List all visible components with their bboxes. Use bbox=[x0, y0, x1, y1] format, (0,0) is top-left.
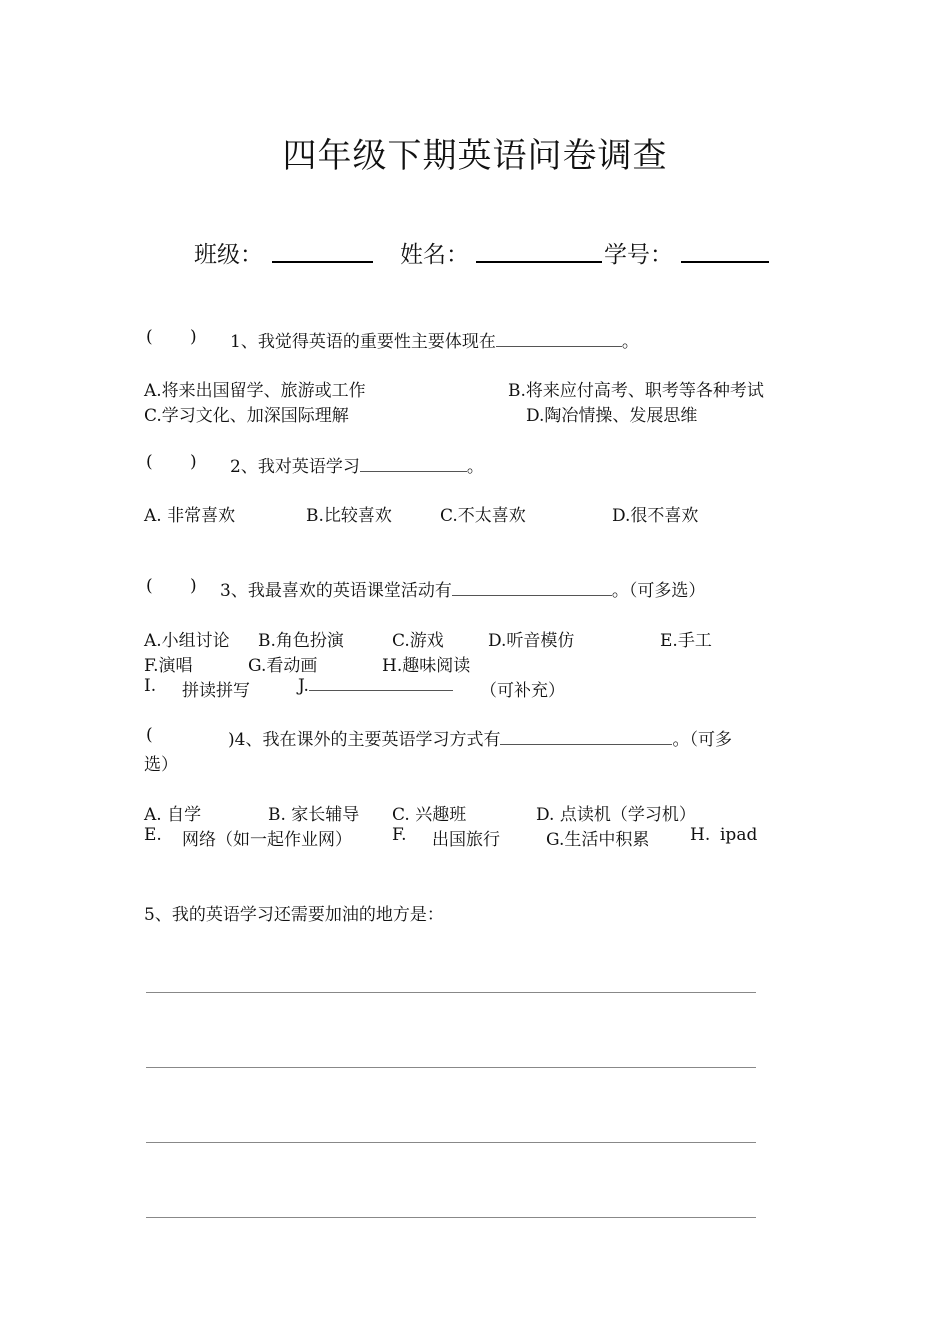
q4-option-g: G.生活中积累 bbox=[546, 830, 650, 850]
q3-option-d: D.听音模仿 bbox=[488, 631, 575, 651]
answer-line-3[interactable] bbox=[146, 1142, 756, 1143]
number-label: 学号： bbox=[604, 242, 673, 268]
class-blank[interactable] bbox=[272, 261, 373, 263]
q3-option-j-letter: J. bbox=[298, 676, 309, 696]
number-blank[interactable] bbox=[681, 261, 769, 263]
page-title: 四年级下期英语问卷调查 bbox=[282, 136, 668, 176]
q3-option-i-text: 拼读拼写 bbox=[182, 681, 250, 701]
q2-paren-open: ( bbox=[146, 452, 153, 472]
q4-option-e-letter: E. bbox=[144, 825, 162, 845]
q3-supplement-blank[interactable] bbox=[309, 689, 453, 691]
q3-option-c: C.游戏 bbox=[392, 631, 444, 651]
q2-option-c: C.不太喜欢 bbox=[440, 506, 526, 526]
q1-end: 。 bbox=[621, 332, 639, 352]
q4-end-continued: 选） bbox=[144, 755, 178, 775]
q3-answer-blank[interactable] bbox=[452, 594, 612, 596]
q2-option-b: B.比较喜欢 bbox=[306, 506, 392, 526]
q5-stem: 5、我的英语学习还需要加油的地方是： bbox=[144, 905, 444, 925]
q3-paren-open: ( bbox=[146, 576, 153, 596]
name-label: 姓名： bbox=[400, 242, 469, 268]
answer-line-2[interactable] bbox=[146, 1067, 756, 1068]
q3-option-e: E.手工 bbox=[660, 631, 712, 651]
q4-option-b: B. 家长辅导 bbox=[268, 805, 360, 825]
q3-stem bbox=[220, 576, 705, 601]
q1-answer-blank[interactable] bbox=[496, 345, 622, 347]
q4-answer-blank[interactable] bbox=[500, 743, 672, 745]
q3-option-a: A.小组讨论 bbox=[144, 631, 230, 651]
q1-paren-open: ( bbox=[146, 327, 153, 347]
q4-option-c: C. 兴趣班 bbox=[392, 805, 467, 825]
q4-stem bbox=[228, 725, 732, 750]
q2-stem bbox=[230, 452, 484, 477]
q3-paren-close: ) bbox=[190, 576, 197, 596]
q1-stem-text: 1、我觉得英语的重要性主要体现在 bbox=[230, 332, 496, 352]
q3-option-b: B.角色扮演 bbox=[258, 631, 344, 651]
q3-option-f: F.演唱 bbox=[144, 656, 193, 676]
q4-option-a: A. 自学 bbox=[144, 805, 202, 825]
q3-stem-text: 3、我最喜欢的英语课堂活动有 bbox=[220, 581, 452, 601]
q2-answer-blank[interactable] bbox=[360, 470, 467, 472]
q4-end: 。（可多 bbox=[672, 730, 732, 750]
class-label: 班级： bbox=[194, 242, 263, 268]
q3-option-i-letter: I. bbox=[144, 676, 157, 696]
q4-stem-text: )4、我在课外的主要英语学习方式有 bbox=[228, 730, 501, 750]
q4-option-e-text: 网络（如一起作业网） bbox=[182, 830, 352, 850]
q3-option-g: G.看动画 bbox=[248, 656, 318, 676]
q4-option-d: D. 点读机（学习机） bbox=[536, 805, 696, 825]
q4-option-h-text: ipad bbox=[720, 825, 758, 845]
q2-stem-text: 2、我对英语学习 bbox=[230, 457, 360, 477]
q1-option-a: A.将来出国留学、旅游或工作 bbox=[144, 381, 366, 401]
name-blank[interactable] bbox=[476, 261, 602, 263]
q1-paren-close: ) bbox=[190, 327, 197, 347]
q1-stem bbox=[230, 327, 639, 352]
q2-end: 。 bbox=[466, 457, 484, 477]
q3-end: 。（可多选） bbox=[611, 581, 706, 601]
answer-line-4[interactable] bbox=[146, 1217, 756, 1218]
q2-option-a: A. 非常喜欢 bbox=[144, 506, 236, 526]
answer-line-1[interactable] bbox=[146, 992, 756, 993]
q3-supplement-note: （可补充） bbox=[480, 681, 565, 701]
q1-option-d: D.陶冶情操、发展思维 bbox=[526, 406, 698, 426]
q3-option-h: H.趣味阅读 bbox=[382, 656, 471, 676]
q4-paren-open: ( bbox=[146, 725, 153, 745]
q2-option-d: D.很不喜欢 bbox=[612, 506, 699, 526]
q3-option-j bbox=[298, 676, 453, 696]
q4-option-h-letter: H. bbox=[690, 825, 711, 845]
q4-option-f-letter: F. bbox=[392, 825, 407, 845]
q4-option-f-text: 出国旅行 bbox=[432, 830, 500, 850]
q1-option-b: B.将来应付高考、职考等各种考试 bbox=[508, 381, 764, 401]
q1-option-c: C.学习文化、加深国际理解 bbox=[144, 406, 349, 426]
q2-paren-close: ) bbox=[190, 452, 197, 472]
